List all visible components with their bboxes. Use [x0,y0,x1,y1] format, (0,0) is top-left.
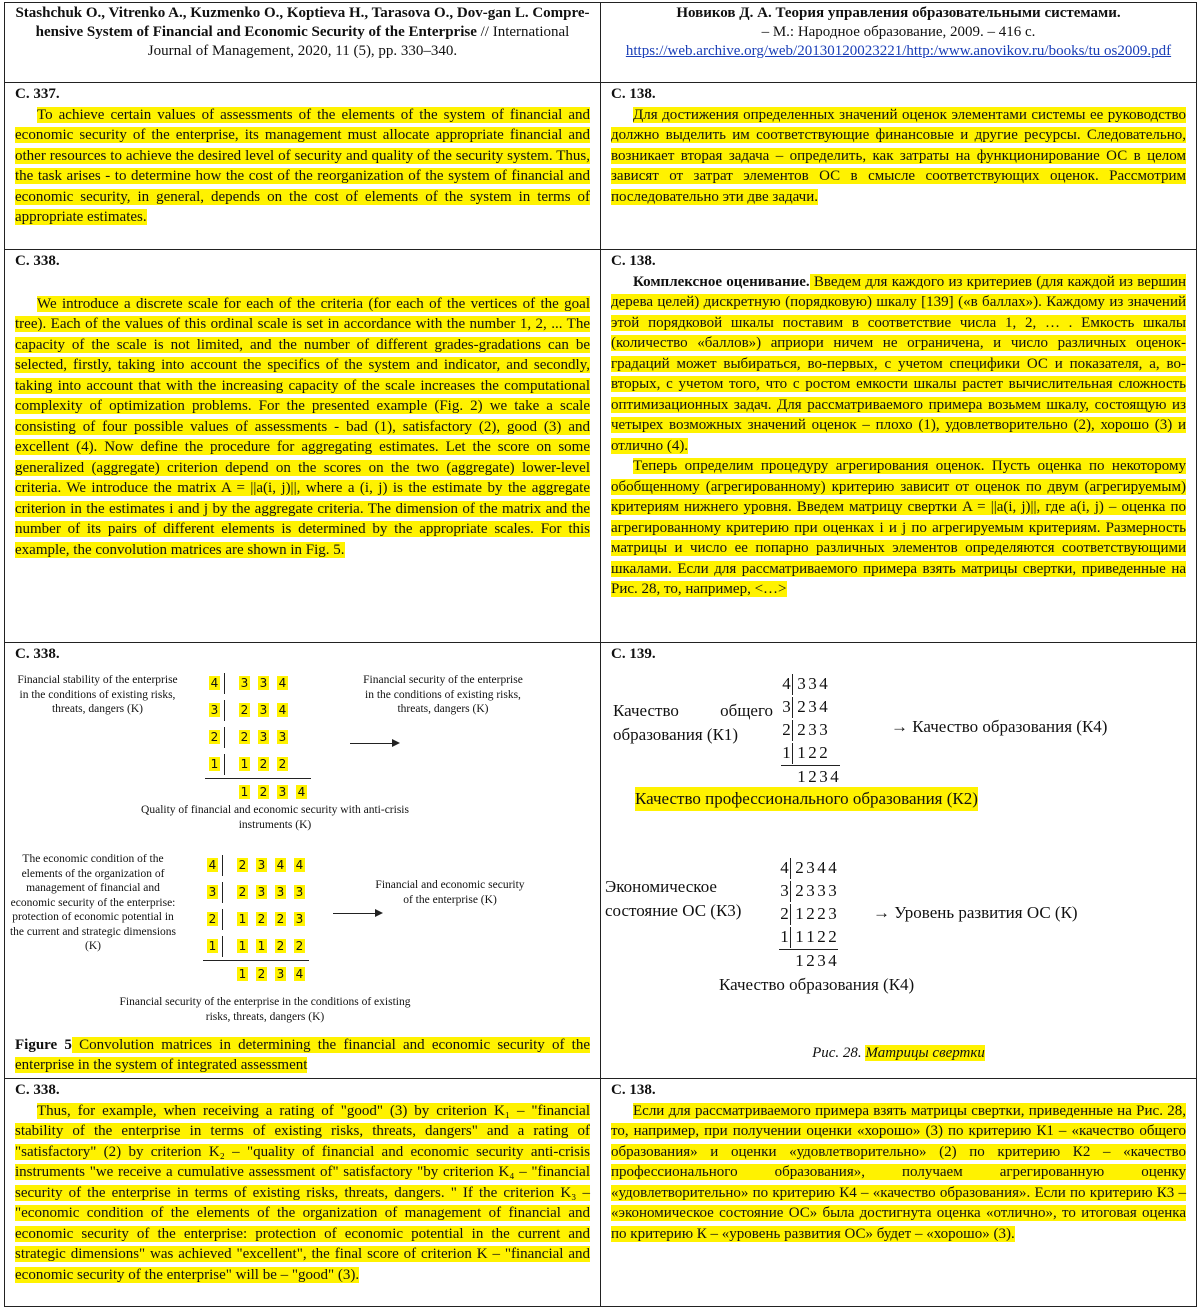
r-matrix-cell: 2 [781,720,793,741]
right-source-publisher: – М.: Народное образование, 2009. – 416 с. [761,24,1036,40]
fig-bot-left-label: The economic condition of the elements of the organization of management of financial and economic security of the enterprise: protection of economic potential in the current and strategic dimensions (K) [9,853,177,952]
matrix-row [203,933,309,960]
matrix-cell: 4 [278,676,287,691]
matrix-row [205,751,311,778]
matrix-cell: 1 [203,936,223,957]
right-text-cell-1 [601,83,1197,250]
r-matrix-row [781,696,840,719]
matrix-cell: 4 [276,858,285,873]
r-matrix-cell: 1 [781,743,793,764]
r-matrix-cell: 2 [819,743,828,763]
r-matrix-cell: 3 [781,697,793,718]
matrix-cell: 3 [295,912,304,927]
matrix-cell: 3 [276,885,285,900]
matrix-row [205,697,311,724]
matrix-cell: 2 [276,939,285,954]
right-text-cell-2 [601,250,1197,643]
right-source-url-link[interactable]: https://web.archive.org/web/20130120023221/http:/www.anovikov.ru/books/tu os2009.pdf [625,43,1172,59]
r-matrix-cell: 3 [797,674,806,694]
r-matrix-cell: 4 [779,858,791,879]
matrix-row [203,852,309,879]
matrix-cell: 3 [240,676,249,691]
matrix-col-label: 3 [278,785,287,800]
r-matrix-cell: 4 [817,858,826,878]
r-matrix-cell: 2 [828,927,837,947]
r-matrix-col-label: 4 [830,767,839,787]
r-caption-prefix: Рис. 28. [812,1045,866,1061]
r-convolution-matrix-bottom [779,857,838,973]
left-page-number-1: С. 337. [15,86,60,102]
right-figure-cell [601,643,1197,1079]
comparison-table [4,2,1197,1307]
r-matrix-row [781,673,840,696]
left-page-number-2: С. 338. [15,253,60,269]
r-matrix-cell: 3 [806,858,815,878]
r-caption-text: Матрицы свертки [865,1045,985,1061]
right-page-number-1: С. 138. [611,86,656,102]
matrix-cell: 3 [259,676,268,691]
r-matrix-row [779,903,838,926]
matrix-cell: 2 [238,885,247,900]
left-page-number-3: С. 338. [15,646,60,662]
r-matrix-col-label: 4 [828,951,837,971]
r-matrix-cell: 4 [819,697,828,717]
r-matrix-col-label: 2 [806,951,815,971]
header-row [5,3,1197,83]
matrix-col-label: 3 [276,967,285,982]
arrow-icon [333,913,381,914]
r-bot-right-label: → Уровень развития ОС (К) [873,903,1078,922]
matrix-cell: 4 [278,703,287,718]
right-paragraph-2b: Теперь определим процедуру агрегирования оценок. Пусть оценка по некоторому обобщенному (агрегированному) критерию зависит от оценок по двум (агрегируемым) критериям нижнего уровня. Введем матрицу свертки A = ||a(i, j)||, где a(i, j) – оценка по агрегированному критерию при оценках i и j по агрегируемым критериям. Размерность матрицы и число ее попарно различных элементов определяются соответствующими шкалами. Если для рассматриваемого примера взять матрицы свертки, приведенные на Рис. 28, то, например, <…> [611,458,1186,597]
fig-bot-right-label: Financial and economic security of the enterprise (K) [375,879,525,906]
matrix-cell: 2 [257,912,266,927]
r-matrix-cell: 2 [795,858,804,878]
fig-bot-bottom-label: Financial security of the enterprise in the conditions of existing risks, threats, dangers (K) [119,996,411,1023]
matrix-cell: 2 [278,757,287,772]
r-matrix-cell: 3 [779,881,791,902]
r-matrix-cell: 2 [808,743,817,763]
right-paragraph-1: Для достижения определенных значений оценок элементами системы ее руководство должно выделить им соответствующие финансовые и другие ресурсы. Следовательно, возникает вторая задача – определить, как затраты на функционирование ОС в целом зависят от затрат элементов ОС в смысле соответствующих оценок. Рассмотрим последовательно эти две задачи. [611,106,1186,205]
right-page-number-3: С. 139. [611,646,656,662]
right-paragraph-4: Если для рассматриваемого примера взять матрицы свертки, приведенные на Рис. 28, то, например, при получении оценки «хорошо» (3) по критерию К1 – «качество общего образования» и оценки «удовлетворительно» (2) по критерию К2 – «качество профессионального образования», получаем агрегированную оценку «удовлетворительно» по критерию К4 – «качество образования». Если по критерию К3 – «экономическое состояние ОС» была достигнута оценка «отлично», то итоговая оценка по критерию К – «уровень развития ОС» будет – «хорошо» (3). [611,1102,1186,1242]
r-matrix-cell: 2 [806,904,815,924]
matrix-cell: 2 [203,909,223,930]
matrix-cell: 3 [205,700,225,721]
right-bold-heading: Комплексное оценивание. [633,273,810,290]
left-paragraph-4: Thus, for example, when receiving a rating of "good" (3) by criterion K₁ – "financial stability of the enterprise in terms of existing risks, threats, dangers" and a rating of "satisfactory" (2) by criterion K₂ – "quality of financial and economic security anti-crisis instruments "we receive a cumulative assessment of" satisfactory "by criterion K₄ – "financial security of the enterprise in terms of existing risks, threats, dangers. " If the criterion K₃ – "economic condition of the elements of the organization of management of financial and economic security of the enterprise: protection of economic potential in the current and strategic dimensions" was achieved "excellent", the final score of criterion K – "financial and economic security of the enterprise" will be – "good" (3). [15,1102,590,1283]
matrix-col-label: 1 [238,967,247,982]
left-figure-cell [5,643,601,1079]
matrix-cell: 4 [295,858,304,873]
matrix-cell: 2 [295,939,304,954]
fig-top-right-label: Financial security of the enterprise in the conditions of existing risks, threats, dangers (K) [363,674,523,715]
r-matrix-col-label: 1 [797,767,806,787]
r-matrix-cell: 3 [808,697,817,717]
matrix-cell: 2 [238,858,247,873]
r-matrix-cell: 1 [795,927,804,947]
r-matrix-cell: 1 [806,927,815,947]
matrix-cell: 1 [205,754,225,775]
matrix-cell: 1 [238,939,247,954]
matrix-cell: 2 [276,912,285,927]
left-text-cell-1 [5,83,601,250]
matrix-cell: 4 [205,673,225,694]
matrix-cell: 3 [295,885,304,900]
matrix-cell: 2 [205,727,225,748]
r-matrix-column-labels [779,949,838,973]
left-text-cell-2 [5,250,601,643]
matrix-row [205,670,311,697]
r-matrix-cell: 3 [819,720,828,740]
matrix-cell: 3 [278,730,287,745]
figure-caption-text: Convolution matrices in determining the financial and economic security of the enterprise in the system of integrated assessment [15,1037,590,1073]
left-source-cell [5,3,601,83]
r-matrix-cell: 2 [779,904,791,925]
figure-caption-label: Figure 5 [15,1037,72,1053]
matrix-cell: 3 [259,703,268,718]
matrix-cell: 1 [257,939,266,954]
r-matrix-col-label: 2 [808,767,817,787]
matrix-col-label: 4 [297,785,306,800]
r-matrix-cell: 3 [806,881,815,901]
matrix-row [203,906,309,933]
row-example [5,1079,1197,1307]
r-matrix-cell: 1 [795,904,804,924]
matrix-cell: 3 [257,885,266,900]
r-matrix-row [781,719,840,742]
matrix-cell: 3 [203,882,223,903]
left-text-cell-4 [5,1079,601,1307]
row-page-338-scale [5,250,1197,643]
left-paragraph-1: To achieve certain values of assessments of the elements of the system of financial and economic security of the enterprise, its management must allocate appropriate financial and other resources to achieve the desired level of security and quality of the security system. Thus, the task arises - to determine how the cost of the reorganization of the system of financial and economic security, in general, depends on the cost of elements of the system in terms of appropriate estimates. [15,106,590,225]
r-top-bottom-label: Качество профессионального образования (К2) [635,787,978,811]
r-matrix-col-label: 1 [795,951,804,971]
right-page-number-4: С. 138. [611,1082,656,1098]
matrix-cell: 1 [238,912,247,927]
r-matrix-cell: 2 [795,881,804,901]
r-matrix-cell: 2 [797,720,806,740]
r-matrix-col-label: 3 [817,951,826,971]
matrix-col-label: 2 [259,785,268,800]
row-figures [5,643,1197,1079]
fig-top-left-label: Financial stability of the enterprise in the conditions of existing risks, threats, dangers (K) [17,674,178,715]
r-matrix-cell: 1 [779,927,791,948]
r-matrix-cell: 2 [817,904,826,924]
matrix-col-label: 2 [257,967,266,982]
r-matrix-row [779,880,838,903]
matrix-column-labels [205,778,311,806]
right-text-cell-4 [601,1079,1197,1307]
matrix-row [203,879,309,906]
convolution-matrix-bottom [203,852,309,988]
row-page-337 [5,83,1197,250]
convolution-matrix-top [205,670,311,806]
r-convolution-matrix-top [781,673,840,789]
figure-caption [15,1035,590,1075]
left-page-number-4: С. 338. [15,1082,60,1098]
r-matrix-cell: 3 [808,674,817,694]
right-page-number-2: С. 138. [611,253,656,269]
fig-top-bottom-label: Quality of financial and economic security with anti-crisis instruments (K) [141,804,409,831]
matrix-cell: 3 [259,730,268,745]
r-figure-caption [601,1043,1196,1064]
arrow-icon [350,743,398,744]
r-matrix-row [781,742,840,765]
r-bot-bottom-label: Качество образования (К4) [719,975,915,994]
matrix-cell: 2 [240,730,249,745]
right-source-author: Новиков Д. А. Теория управления образовательными системами. [676,5,1121,21]
r-matrix-cell: 1 [797,743,806,763]
matrix-column-labels [203,960,309,988]
r-matrix-cell: 3 [828,881,837,901]
r-matrix-cell: 4 [828,858,837,878]
right-source-cell [601,3,1197,83]
matrix-cell: 1 [240,757,249,772]
r-bot-left-label: Экономическое состояние ОС (К3) [605,877,742,920]
left-source-authors: Stashchuk O., Vitrenko A., Kuzmenko O., Koptieva H., Tarasova O., Dov-gan L. Compre-hensive System of Financial and Economic Security of the Enterprise [15,5,590,40]
r-matrix-col-label: 3 [819,767,828,787]
r-matrix-cell: 3 [808,720,817,740]
matrix-cell: 2 [259,757,268,772]
r-matrix-row [779,857,838,880]
left-source-journal: // International Journal of Management, 2020, 11 (5), pp. 330–340. [147,24,570,59]
r-matrix-cell: 4 [781,674,793,695]
matrix-cell: 2 [240,703,249,718]
matrix-cell: 4 [203,855,223,876]
right-paragraph-2a: Введем для каждого из критериев (для каждой из вершин дерева целей) дискретную (порядковую) шкалу [139] («в баллах»). Каждому из значений этой порядковой шкалы поставим в соответствие числа 1, 2, … . Емкость шкалы (количество «баллов») априори ничем не ограничена, и число различных оценок-градаций может выбираться, во-первых, с учетом специфики ОС и показателя, а, во-вторых, с учетом того, что с ростом емкости шкалы растет вычислительная сложность оптимизационных задач. Для рассматриваемого примера возьмем шкалу, состоящую из четырех возможных значений оценок – плохо (1), удовлетворительно (2), хорошо (3) и отлично (4). [611,273,1186,454]
r-matrix-row [779,926,838,949]
r-matrix-cell: 3 [828,904,837,924]
r-top-right-label: → Качество образования (К4) [891,717,1108,736]
r-matrix-cell: 3 [817,881,826,901]
matrix-row [205,724,311,751]
r-matrix-column-labels [781,765,840,789]
r-matrix-cell: 2 [797,697,806,717]
left-paragraph-2: We introduce a discrete scale for each of the criteria (for each of the vertices of the goal tree). Each of the values of this ordinal scale is set in accordance with the number 1, 2, ... The capacity of the scale is not limited, and the number of different grades-gradations can be selected, firstly, taking into account the specifics of the system and indicator, and secondly, taking into account that with the increasing capacity of the scale increases the computational complexity of optimization problems. For the presented example (Fig. 2) we take a scale consisting of four possible values of assessments - bad (1), satisfactory (2), good (3) and excellent (4). Now define the procedure for aggregating estimates. Let the score on some generalized (aggregate) criterion depend on the scores on the two (aggregate) lower-level criteria. We introduce the matrix A = ||a(i, j)||, where a (i, j) is the estimate by the aggregate criterion in the estimates i and j by the aggregate criteria. The dimension of the matrix and the number of its pairs of different elements is determined by the appropriate scales. For this example, the convolution matrices are shown in Fig. 5. [15,295,590,558]
matrix-cell: 3 [257,858,266,873]
r-matrix-cell: 4 [819,674,828,694]
matrix-col-label: 4 [295,967,304,982]
r-top-left-label: Качество общего образования (К1) [613,701,773,744]
matrix-col-label: 1 [240,785,249,800]
r-matrix-cell: 2 [817,927,826,947]
